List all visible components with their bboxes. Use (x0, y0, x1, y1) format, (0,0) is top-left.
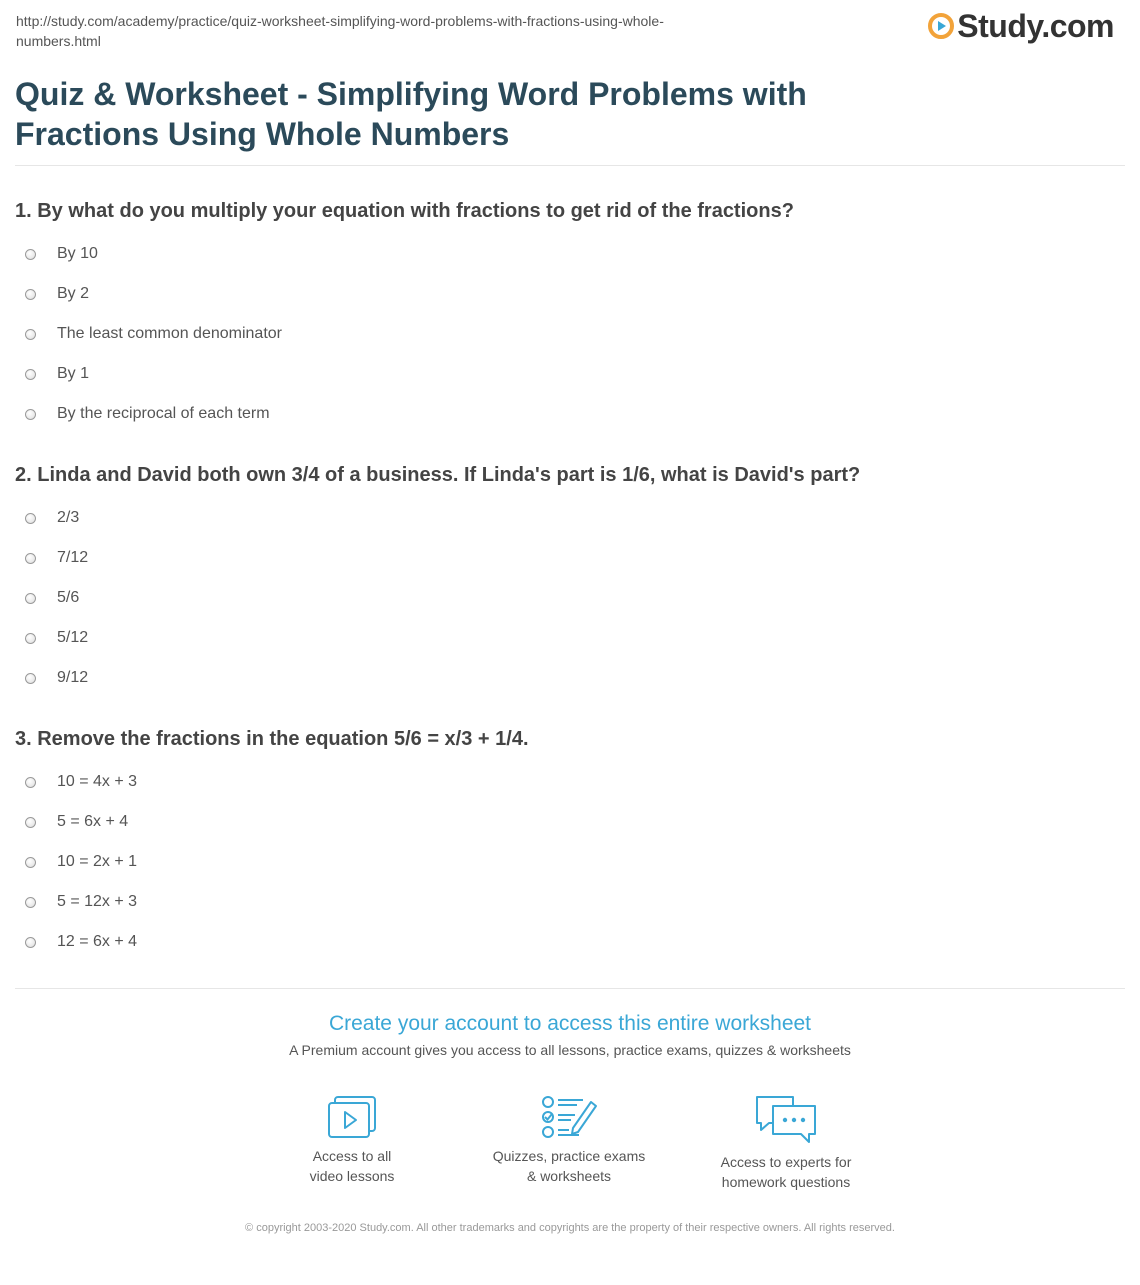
choice-option[interactable] (15, 922, 1125, 962)
choice-label: 10 = 4x + 3 (57, 773, 138, 790)
radio-button[interactable] (25, 249, 36, 260)
choice-label: 10 = 2x + 1 (57, 853, 138, 870)
logo-text (957, 8, 1114, 45)
radio-button[interactable] (25, 777, 36, 788)
radio-button[interactable] (25, 369, 36, 380)
choice-option[interactable] (15, 658, 1125, 698)
choice-option[interactable] (15, 498, 1125, 538)
choice-label: 5 = 12x + 3 (57, 893, 138, 910)
choice-list (15, 762, 1125, 962)
feature-label: Access to all video lessons (309, 1148, 395, 1184)
promo-subtitle: A Premium account gives you access to all lessons, practice exams, quizzes & worksheets (289, 1042, 851, 1058)
radio-button[interactable] (25, 329, 36, 340)
choice-label: By 2 (57, 285, 90, 302)
choice-option[interactable] (15, 234, 1125, 274)
feature-quizzes (469, 1094, 669, 1186)
radio-button[interactable] (25, 817, 36, 828)
play-circle-icon (928, 13, 954, 39)
page-title: Quiz & Worksheet - Simplifying Word Problems with Fractions Using Whole Numbers (15, 76, 807, 152)
choice-label: 9/12 (57, 669, 89, 686)
radio-button[interactable] (25, 897, 36, 908)
question-text: 3. Remove the fractions in the equation 5/6 = x/3 + 1/4. (15, 728, 529, 750)
question-text: 2. Linda and David both own 3/4 of a business. If Linda's part is 1/6, what is David's part? (15, 464, 861, 486)
create-account-link[interactable]: Create your account to access this entire worksheet (328, 1012, 812, 1035)
radio-button[interactable] (25, 937, 36, 948)
choice-list (15, 498, 1125, 698)
copyright-notice: © copyright 2003-2020 Study.com. All other trademarks and copyrights are the property of their respective owners. All rights reserved. (245, 1222, 895, 1234)
choice-label: The least common denominator (57, 325, 282, 342)
feature-label: Quizzes, practice exams & worksheets (492, 1148, 646, 1184)
choice-option[interactable] (15, 314, 1125, 354)
quiz-checklist-icon (539, 1094, 599, 1140)
radio-button[interactable] (25, 857, 36, 868)
choice-label: 7/12 (57, 549, 89, 566)
radio-button[interactable] (25, 513, 36, 524)
expert-chat-icon (753, 1094, 819, 1146)
choice-option[interactable] (15, 618, 1125, 658)
choice-label: By 10 (57, 245, 98, 262)
logo-suffix: .com (1041, 7, 1114, 44)
choice-label: 5/12 (57, 629, 89, 646)
video-lessons-icon (326, 1094, 378, 1140)
choice-label: 5/6 (57, 589, 80, 606)
radio-button[interactable] (25, 593, 36, 604)
choice-option[interactable] (15, 394, 1125, 434)
radio-button[interactable] (25, 289, 36, 300)
choice-option[interactable] (15, 538, 1125, 578)
radio-button[interactable] (25, 673, 36, 684)
question-1 (15, 198, 1125, 434)
radio-button[interactable] (25, 633, 36, 644)
choice-label: 12 = 6x + 4 (57, 933, 138, 950)
study-logo[interactable] (928, 6, 1114, 46)
feature-label: Access to experts for homework questions (720, 1154, 852, 1190)
divider (15, 988, 1125, 989)
question-2 (15, 462, 1125, 698)
choice-option[interactable] (15, 578, 1125, 618)
choice-label: 5 = 6x + 4 (57, 813, 129, 830)
page-url: http://study.com/academy/practice/quiz-worksheet-simplifying-word-problems-with-fractions-using-whole-numbers.html (16, 13, 664, 49)
choice-label: 2/3 (57, 509, 80, 526)
choice-option[interactable] (15, 802, 1125, 842)
question-3 (15, 726, 1125, 962)
radio-button[interactable] (25, 409, 36, 420)
choice-option[interactable] (15, 274, 1125, 314)
choice-option[interactable] (15, 354, 1125, 394)
choice-option[interactable] (15, 762, 1125, 802)
logo-word: Study (957, 7, 1042, 44)
choice-label: By the reciprocal of each term (57, 405, 270, 422)
radio-button[interactable] (25, 553, 36, 564)
choice-label: By 1 (57, 365, 90, 382)
choice-option[interactable] (15, 882, 1125, 922)
feature-experts (686, 1094, 886, 1192)
divider (15, 165, 1125, 166)
choice-list (15, 234, 1125, 434)
feature-video-lessons (252, 1094, 452, 1186)
question-text: 1. By what do you multiply your equation with fractions to get rid of the fractions? (15, 200, 794, 222)
choice-option[interactable] (15, 842, 1125, 882)
